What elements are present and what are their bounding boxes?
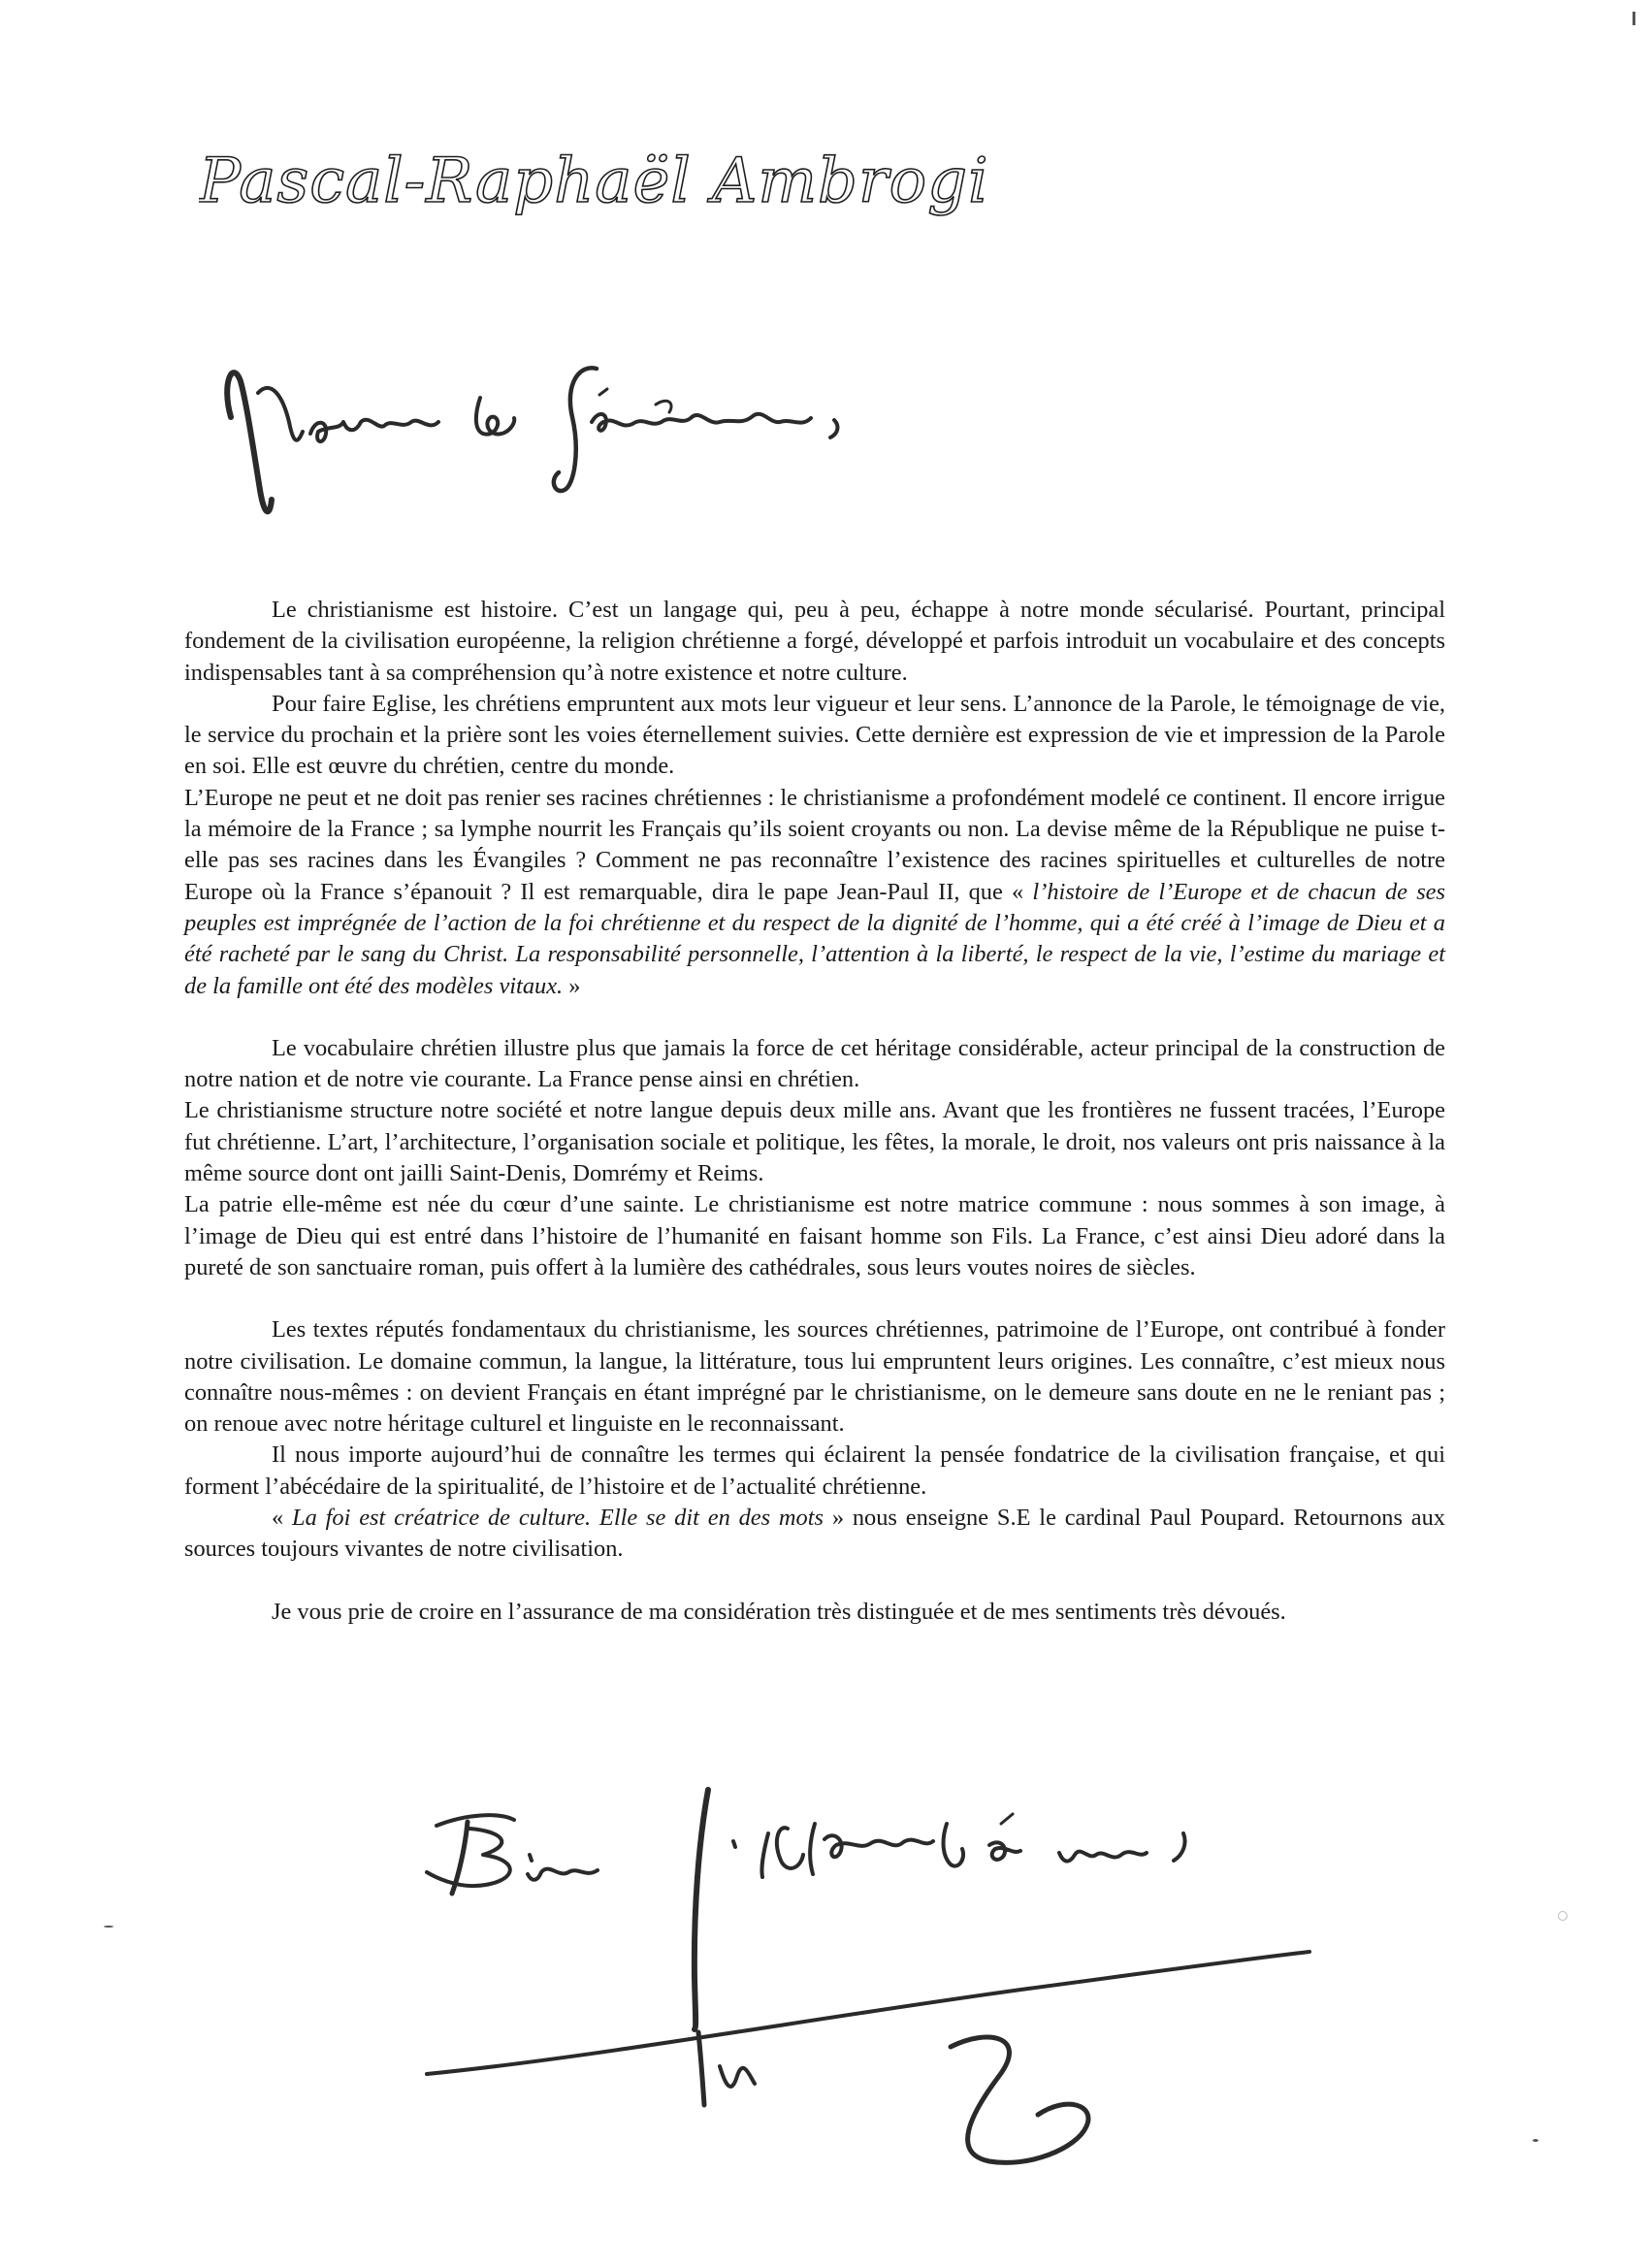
handwritten-salutation — [213, 325, 970, 529]
paragraph-3 — [184, 783, 1445, 1002]
paragraph-3-end: » — [563, 972, 581, 999]
paragraph-9 — [184, 1503, 1445, 1566]
letterhead-engraving — [199, 134, 1072, 231]
cardinal-quote: La foi est créatrice de culture. Elle se dit en des mots — [292, 1505, 824, 1532]
papal-quote: l’histoire de l’Europe et de chacun de ses peuples est imprégnée de l’action de la foi chrétienne et du respect de la dignité de l’homme, qui a été créé à l’image de Dieu et a été racheté par le sang du Christ. La responsabilité personnelle, l’attention à la liberté, le respect de la vie, l’estime du mariage et de la famille ont été des modèles vitaux. — [184, 878, 1445, 999]
scan-speck — [1558, 1911, 1568, 1921]
scan-speck — [104, 1926, 113, 1928]
paragraph-9-text: » nous enseigne S.E le cardinal Paul Poupard. Retournons aux sources toujours vivantes de notre civilisation. — [184, 1505, 1445, 1563]
paragraph-2: Pour faire Eglise, les chrétiens empruntent aux mots leur vigueur et leur sens. L’annonce de la Parole, le témoignage de vie, le service du prochain et la prière sont les voies éternellement suivies. Cette dernière est expression de vie et impression de la Parole en soi. Elle est œuvre du chrétien, centre du monde. — [184, 690, 1445, 780]
paragraph-3-text: L’Europe ne peut et ne doit pas renier ses racines chrétiennes : le christianisme a profondément modelé ce continent. Il encore irrigue la mémoire de la France ; sa lymphe nourrit les Français qu’ils soient croyants ou non. La devise même de la République ne puise t-elle pas ses racines dans les Évangiles ? Comment ne pas reconnaître l’existence des racines spirituelles et culturelles de notre Europe où la France s’épanouit ? Il est remarquable, dira le pape Jean-Paul II, que « — [184, 784, 1445, 905]
paragraph-9-open: « — [272, 1505, 293, 1532]
scan-edge-mark — [1633, 12, 1635, 25]
paragraph-8: Il nous importe aujourd’hui de connaître les termes qui éclairent la pensée fondatrice de la civilisation française, et qui forment l’abécédaire de la spiritualité, de l’histoire et de l’actualité chrétienne. — [184, 1442, 1445, 1500]
paragraph-1: Le christianisme est histoire. C’est un langage qui, peu à peu, échappe à notre monde sécularisé. Pourtant, principal fondement de la civilisation européenne, la religion chrétienne a forgé, développé et parfois introduit un vocabulaire et des concepts indispensables tant à sa compréhension qu’à notre existence et notre culture. — [184, 597, 1445, 686]
paragraph-5: Le christianisme structure notre société et notre langue depuis deux mille ans. Avant que les frontières ne fussent tracées, l’Europe fut chrétienne. L’art, l’architecture, l’organisation sociale et politique, les fêtes, la morale, le droit, nos valeurs ont pris naissance à la même source dont ont jailli Saint-Denis, Domrémy et Reims. — [184, 1097, 1445, 1187]
paragraph-4: Le vocabulaire chrétien illustre plus que jamais la force de cet héritage considérable, acteur principal de la construction de notre nation et de notre vie courante. La France pense ainsi en chrétien. — [184, 1034, 1445, 1093]
scan-speck — [1533, 2139, 1538, 2142]
signature-strokes — [407, 1785, 1368, 2173]
handwritten-closing-and-signature — [407, 1785, 1368, 2173]
letterhead — [199, 134, 1072, 231]
letterhead-name: Pascal-Raphaël Ambrogi — [199, 146, 989, 217]
closing-formula: Je vous prie de croire en l’assurance de ma considération très distinguée et de mes sentiments très dévoués. — [272, 1598, 1286, 1625]
paragraph-6: La patrie elle-même est née du cœur d’une sainte. Le christianisme est notre matrice commune : nous sommes à son image, à l’image de Dieu qui est entré dans l’histoire de l’humanité en faisant homme son Fils. La France, c’est ainsi Dieu adoré dans la pureté de son sanctuaire roman, puis offert à la lumière des cathédrales, sous leurs voutes noires de siècles. — [184, 1191, 1445, 1280]
letter-body — [184, 595, 1445, 1628]
handwritten-salutation-strokes — [213, 325, 970, 529]
paragraph-7: Les textes réputés fondamentaux du christianisme, les sources chrétiennes, patrimoine de l’Europe, ont contribué à fonder notre civilisation. Le domaine commun, la langue, la littérature, tous lui empruntent leurs origines. Les connaître, c’est mieux nous connaître nous-mêmes : on devient Français en étant imprégné par le christianisme, on le demeure sans doute en ne le reniant pas ; on renoue avec notre héritage culturel et linguiste en le reconnaissant. — [184, 1316, 1445, 1438]
